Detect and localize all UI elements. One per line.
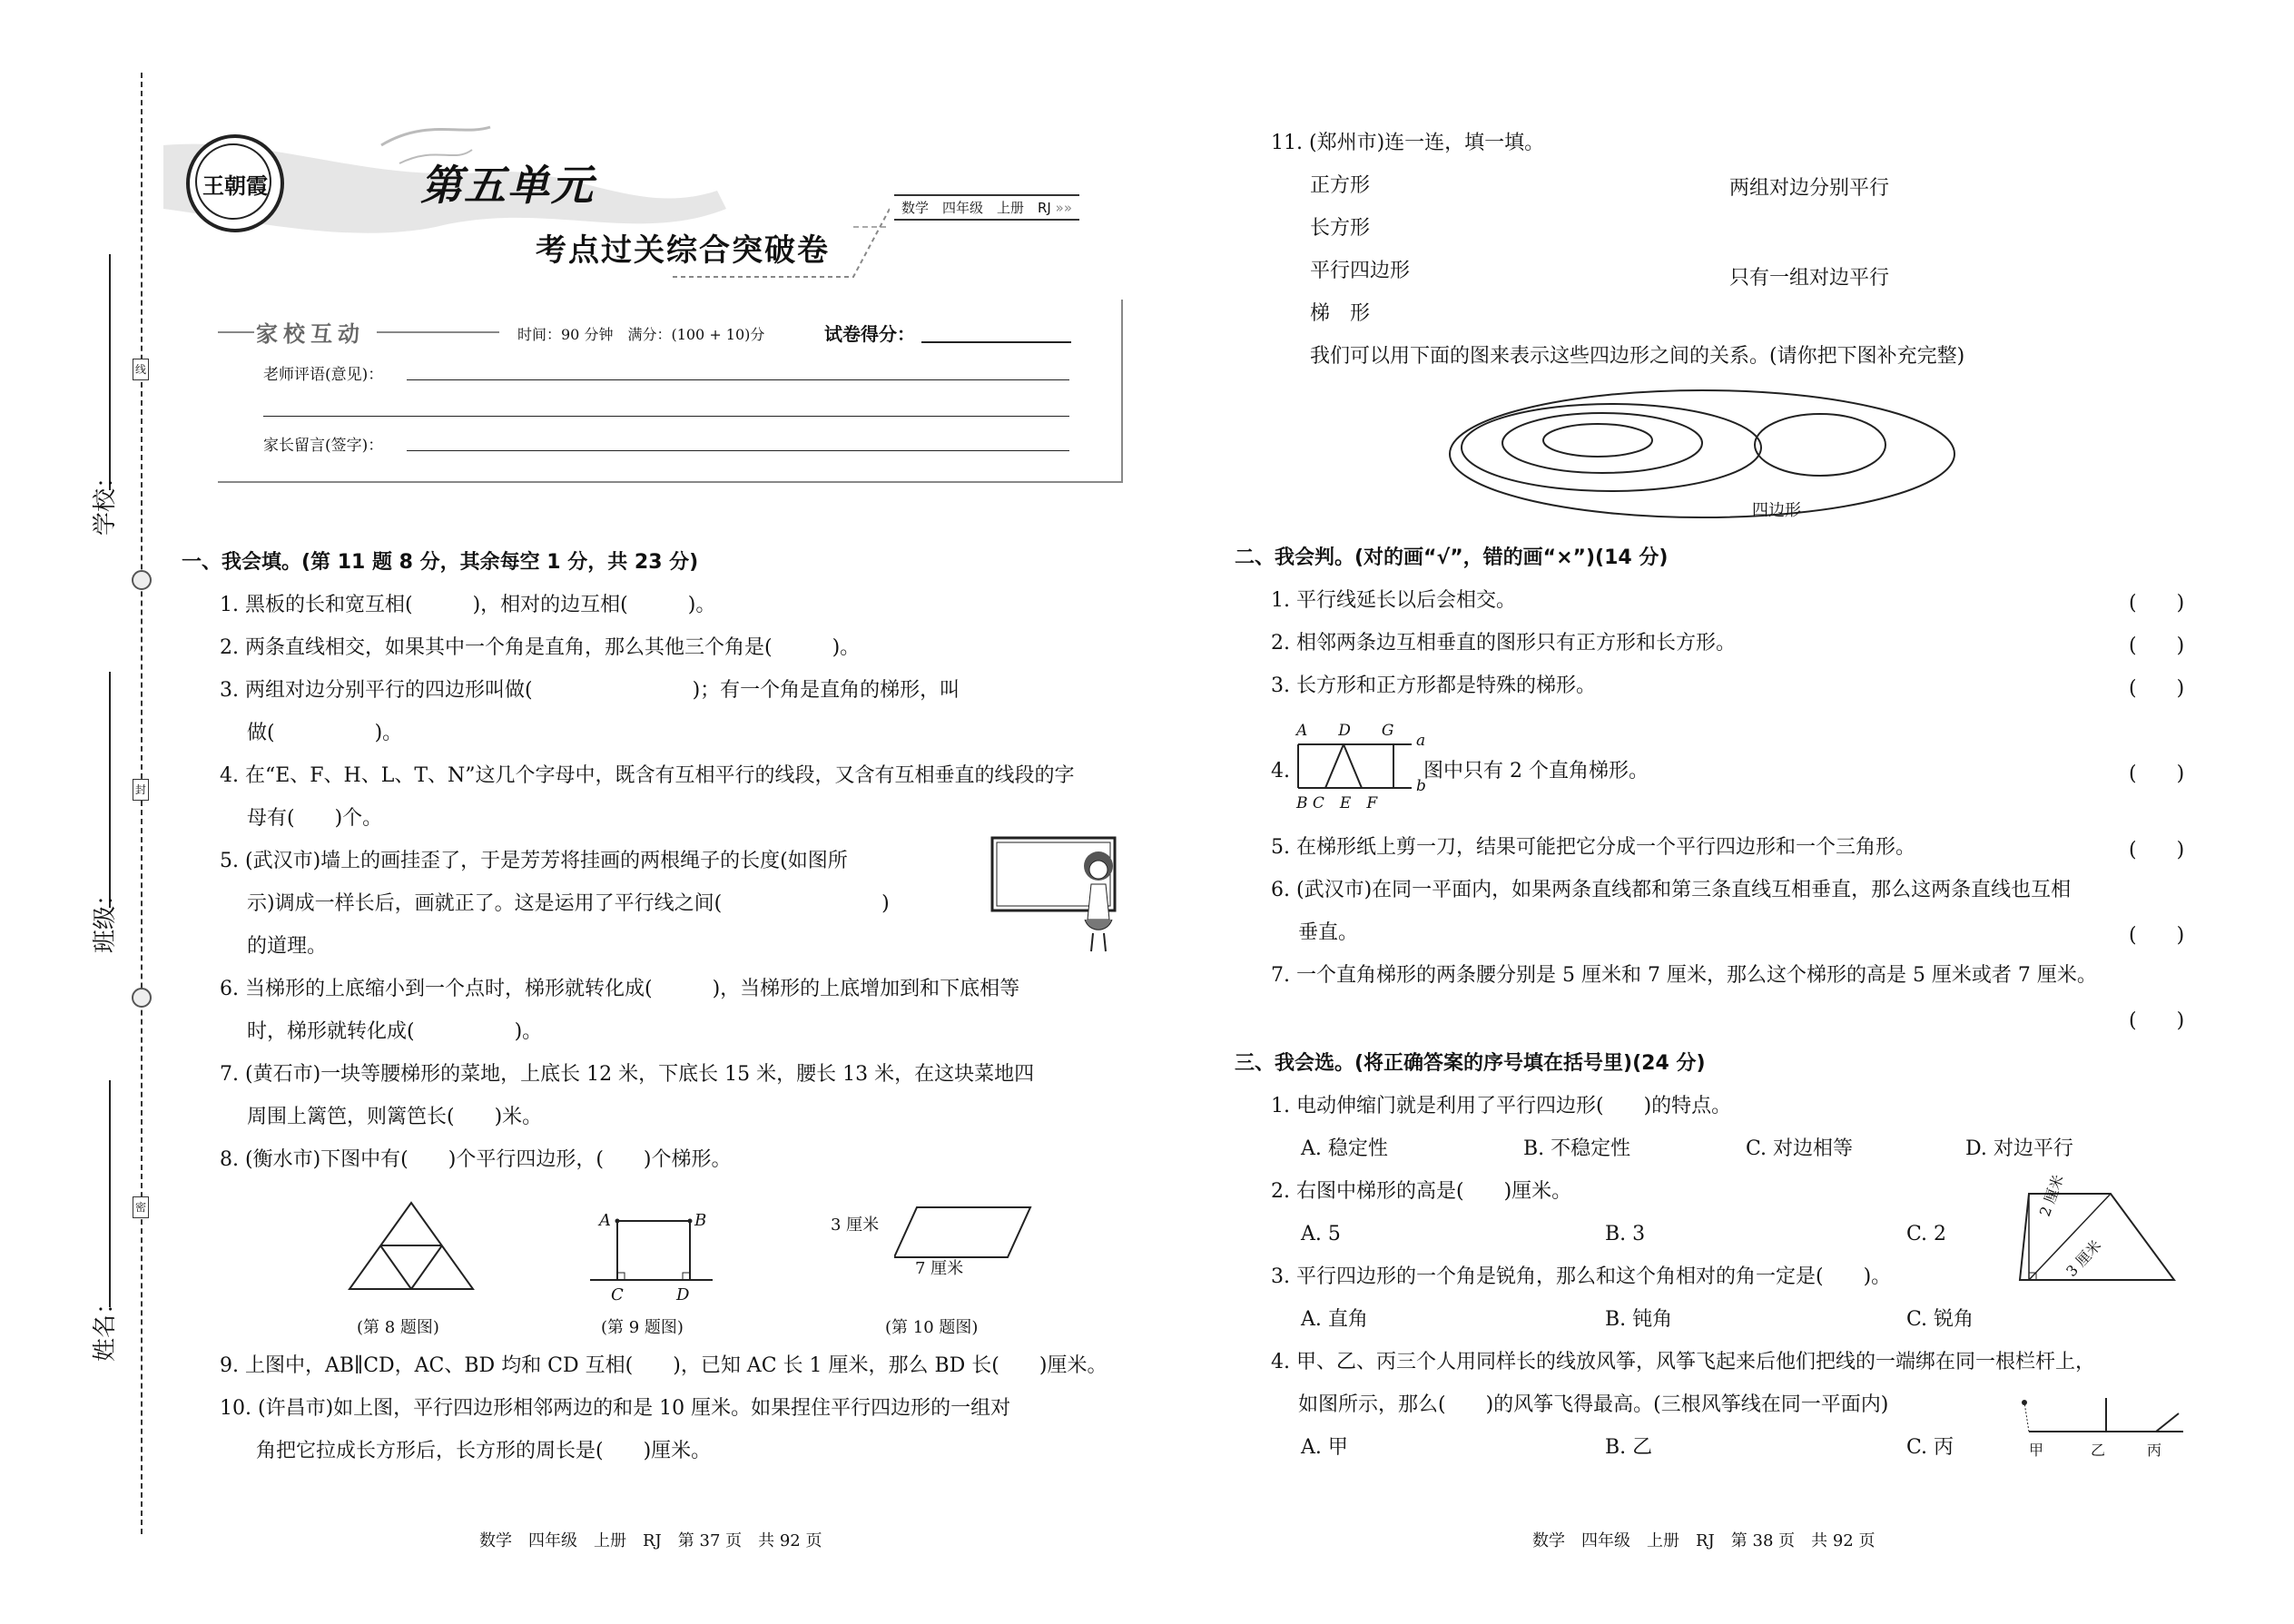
section3-heading: 三、我会选。(将正确答案的序号填在括号里)(24 分) (1235, 1052, 1706, 1075)
parent-comment-line[interactable] (407, 450, 1069, 451)
fig9-caption: (第 9 题图) (601, 1318, 684, 1337)
name-line (109, 1080, 111, 1307)
choice-1-option-d[interactable]: D. 对边平行 (1965, 1137, 2073, 1160)
judge-3: 3. 长方形和正方形都是特殊的梯形。 (1271, 674, 1596, 697)
fig10-height-label: 3 厘米 (831, 1216, 880, 1235)
parent-comment-label: 家长留言(签字)： (263, 437, 384, 455)
desc-two-pairs-parallel[interactable]: 两组对边分别平行 (1729, 177, 1890, 200)
right-page-footer: 数学 四年级 上册 RJ 第 38 页 共 92 页 (1532, 1531, 1876, 1550)
class-label: 班级： (92, 881, 119, 953)
venn-diagram (1448, 389, 1956, 534)
choice-2-option-a[interactable]: A. 5 (1301, 1223, 1341, 1245)
judge-4-label-a: a (1416, 732, 1426, 750)
seal-line: 线 (133, 359, 149, 380)
question-1: 1. 黑板的长和宽互相( )，相对的边互相( )。 (220, 594, 716, 616)
question-7-line-2: 周围上篱笆，则篱笆长( )米。 (247, 1106, 543, 1128)
kite-label-jia: 甲 (2029, 1442, 2044, 1459)
question-11-venn-instruction: 我们可以用下面的图来表示这些四边形之间的关系。(请你把下图补充完整) (1310, 345, 1965, 368)
choice-4-option-c[interactable]: C. 丙 (1906, 1436, 1954, 1459)
binding-hole-2 (132, 988, 152, 1008)
question-5-line-2: 示)调成一样长后，画就正了。这是运用了平行线之间( ) (247, 892, 890, 915)
judge-4: 图中只有 2 个直角梯形。 (1423, 760, 1649, 782)
question-5-line-3: 的道理。 (247, 935, 328, 958)
choice-1-option-b[interactable]: B. 不稳定性 (1523, 1137, 1631, 1160)
question-4-line-1: 4. 在“E、F、H、L、T、N”这几个字母中，既含有互相平行的线段，又含有互相垂直的线段的字 (220, 764, 1075, 787)
judge-4-number: 4. (1271, 760, 1290, 782)
logo-seal (186, 134, 284, 232)
fig9-label-D: D (676, 1285, 690, 1304)
judge-3-answer[interactable]: ( ) (2129, 677, 2185, 700)
section2-heading: 二、我会判。(对的画“√”，错的画“×”)(14 分) (1235, 546, 1669, 569)
judge-4-answer[interactable]: ( ) (2129, 763, 2185, 785)
logo-text: 王朝霞 (202, 172, 268, 199)
home-school-rule (218, 331, 254, 333)
choice-1-option-c[interactable]: C. 对边相等 (1746, 1137, 1854, 1160)
choice-4-option-b[interactable]: B. 乙 (1605, 1436, 1653, 1459)
shape-parallelogram[interactable]: 平行四边形 (1310, 260, 1411, 282)
choice-3: 3. 平行四边形的一个角是锐角，那么和这个角相对的角一定是( )。 (1271, 1265, 1892, 1288)
seal-seal: 封 (133, 779, 149, 801)
choice-2-label-3cm: 3 厘米 (2063, 1236, 2105, 1281)
choice-3-option-c[interactable]: C. 锐角 (1906, 1308, 1974, 1331)
choice-2-label-2cm: 2 厘米 (2035, 1172, 2067, 1219)
judge-2-answer[interactable]: ( ) (2129, 635, 2185, 657)
question-6-line-2: 时，梯形就转化成( )。 (247, 1020, 543, 1043)
question-8: 8. (衡水市)下图中有( )个平行四边形，( )个梯形。 (220, 1148, 732, 1171)
fig8-triangle (345, 1198, 481, 1298)
judge-6-answer[interactable]: ( ) (2129, 924, 2185, 947)
shape-square[interactable]: 正方形 (1310, 174, 1371, 197)
section1-heading: 一、我会填。(第 11 题 8 分，其余每空 1 分，共 23 分) (182, 551, 699, 574)
fig10-base-label: 7 厘米 (915, 1259, 964, 1278)
choice-4-line-2: 如图所示，那么( )的风筝飞得最高。(三根风筝线在同一平面内) (1298, 1393, 1889, 1416)
judge-1: 1. 平行线延长以后会相交。 (1271, 589, 1516, 612)
score-blank[interactable] (921, 341, 1071, 343)
fig8-caption: (第 8 题图) (357, 1318, 439, 1337)
question-5-line-1: 5. (武汉市)墙上的画挂歪了，于是芳芳将挂画的两根绳子的长度(如图所 (220, 850, 848, 872)
judge-2: 2. 相邻两条边互相垂直的图形只有正方形和长方形。 (1271, 632, 1736, 655)
judge-5-answer[interactable]: ( ) (2129, 839, 2185, 861)
judge-7-answer[interactable]: ( ) (2129, 1009, 2185, 1032)
school-label: 学校： (92, 464, 119, 536)
teacher-comment-line-2[interactable] (263, 416, 1069, 417)
fig9-label-C: C (611, 1285, 624, 1304)
question-4-line-2: 母有( )个。 (247, 807, 383, 830)
question-7-line-1: 7. (黄石市)一块等腰梯形的菜地，上底长 12 米，下底长 15 米，腰长 13 米，在这块菜地四 (220, 1063, 1035, 1086)
judge-4-bottom-labels: B C E F (1296, 794, 1378, 812)
question-9: 9. 上图中，AB∥CD，AC、BD 均和 CD 互相( )，已知 AC 长 1 厘米，那么 BD 长( )厘米。 (220, 1354, 1108, 1377)
choice-4-kite-figure (2015, 1393, 2197, 1439)
choice-2: 2. 右图中梯形的高是( )厘米。 (1271, 1180, 1572, 1203)
home-school-rule-2 (377, 331, 499, 333)
choice-2-option-c[interactable]: C. 2 (1906, 1223, 1947, 1245)
seal-secret: 密 (133, 1196, 149, 1218)
fig10-caption: (第 10 题图) (885, 1318, 979, 1337)
judge-4-label-b: b (1416, 777, 1426, 795)
choice-1: 1. 电动伸缩门就是利用了平行四边形( )的特点。 (1271, 1095, 1732, 1117)
judge-7: 7. 一个直角梯形的两条腰分别是 5 厘米和 7 厘米，那么这个梯形的高是 5 厘米或者 7 厘米。 (1271, 964, 2097, 987)
subject-tag (894, 194, 1079, 221)
class-line (109, 672, 111, 908)
desc-one-pair-parallel[interactable]: 只有一组对边平行 (1729, 267, 1890, 290)
judge-4-top-labels: A D G (1296, 722, 1394, 740)
school-line (109, 254, 111, 490)
left-page-footer: 数学 四年级 上册 RJ 第 37 页 共 92 页 (479, 1531, 822, 1550)
choice-1-option-a[interactable]: A. 稳定性 (1301, 1137, 1388, 1160)
subject-tag-text: 数学 四年级 上册 RJ (901, 200, 1051, 216)
teacher-comment-label: 老师评语(意见)： (263, 366, 384, 384)
shape-rectangle[interactable]: 长方形 (1310, 217, 1371, 240)
fig9-label-B: B (694, 1211, 707, 1230)
question-3-line-1: 3. 两组对边分别平行的四边形叫做( )；有一个角是直角的梯形，叫 (220, 679, 960, 702)
choice-4-option-a[interactable]: A. 甲 (1301, 1436, 1348, 1459)
question-10-line-1: 10. (许昌市)如上图，平行四边形相邻两边的和是 10 厘米。如果捏住平行四边形的一组对 (220, 1397, 1011, 1420)
choice-4-line-1: 4. 甲、乙、丙三个人用同样长的线放风筝，风筝飞起来后他们把线的一端绑在同一根栏杆上， (1271, 1351, 2095, 1373)
judge-6-line-1: 6. (武汉市)在同一平面内，如果两条直线都和第三条直线互相垂直，那么这两条直线也互相 (1271, 879, 2072, 901)
choice-3-option-a[interactable]: A. 直角 (1301, 1308, 1368, 1331)
question-2: 2. 两条直线相交，如果其中一个角是直角，那么其他三个角是( )。 (220, 636, 861, 659)
arrows-icon: »» (1055, 200, 1072, 216)
kite-label-bing: 丙 (2147, 1442, 2162, 1459)
home-school-label: 家校互动 (256, 321, 365, 347)
judge-5: 5. 在梯形纸上剪一刀，结果可能把它分成一个平行四边形和一个三角形。 (1271, 836, 1915, 859)
unit-title: 第五单元 (420, 161, 595, 210)
q5-figure (989, 833, 1126, 956)
teacher-comment-line-1[interactable] (407, 379, 1069, 380)
question-11: 11. (郑州市)连一连，填一填。 (1271, 132, 1545, 154)
binding-hole-1 (132, 570, 152, 590)
fig9-label-A: A (599, 1211, 611, 1230)
shape-trapezoid[interactable]: 梯 形 (1310, 302, 1371, 325)
kite-label-yi: 乙 (2091, 1442, 2106, 1459)
paper-title: 考点过关综合突破卷 (536, 232, 830, 269)
question-10-line-2: 角把它拉成长方形后，长方形的周长是( )厘米。 (256, 1440, 712, 1462)
choice-2-option-b[interactable]: B. 3 (1605, 1223, 1646, 1245)
choice-3-option-b[interactable]: B. 钝角 (1605, 1308, 1673, 1331)
question-3-line-2: 做( )。 (247, 722, 403, 744)
binding-dashed-line (141, 73, 143, 1534)
name-label: 姓名： (92, 1290, 119, 1362)
time-info: 时间：90 分钟 满分：(100 + 10)分 (517, 326, 765, 343)
score-label: 试卷得分： (824, 323, 915, 345)
question-6-line-1: 6. 当梯形的上底缩小到一个点时，梯形就转化成( )，当梯形的上底增加到和下底相等 (220, 978, 1020, 1000)
judge-1-answer[interactable]: ( ) (2129, 592, 2185, 615)
judge-6-line-2: 垂直。 (1298, 921, 1359, 944)
venn-label-quadrilateral: 四边形 (1752, 501, 1801, 520)
